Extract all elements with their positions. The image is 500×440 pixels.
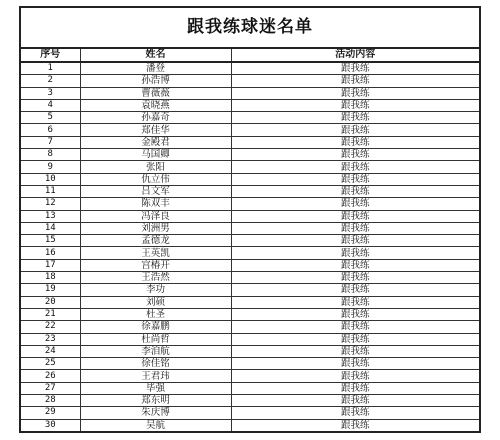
row-number: 21 [21, 308, 80, 320]
row-name: 徐嘉鹏 [80, 321, 231, 333]
table-row [21, 284, 479, 296]
table-row [21, 358, 479, 370]
table-row [21, 75, 479, 87]
row-activity: 跟我练 [231, 382, 479, 394]
table-row [21, 136, 479, 148]
row-number: 26 [21, 370, 80, 382]
row-activity: 跟我练 [231, 358, 479, 370]
row-number: 4 [21, 99, 80, 111]
row-name: 陈双丰 [80, 198, 231, 210]
table-row [21, 308, 479, 320]
row-activity: 跟我练 [231, 75, 479, 87]
row-activity: 跟我练 [231, 198, 479, 210]
table-row [21, 247, 479, 259]
row-name: 朱庆博 [80, 407, 231, 419]
row-number: 19 [21, 284, 80, 296]
table-row [21, 370, 479, 382]
row-activity: 跟我练 [231, 296, 479, 308]
header-row [21, 49, 479, 62]
row-name: 孟德龙 [80, 235, 231, 247]
row-activity: 跟我练 [231, 308, 479, 320]
row-activity: 跟我练 [231, 136, 479, 148]
row-number: 5 [21, 112, 80, 124]
row-number: 8 [21, 149, 80, 161]
table-row [21, 112, 479, 124]
row-name: 李功 [80, 284, 231, 296]
row-number: 16 [21, 247, 80, 259]
table-row [21, 198, 479, 210]
row-activity: 跟我练 [231, 235, 479, 247]
row-name: 徐佳铭 [80, 358, 231, 370]
row-activity: 跟我练 [231, 259, 479, 271]
row-number: 12 [21, 198, 80, 210]
row-name: 孙浩博 [80, 75, 231, 87]
row-activity: 跟我练 [231, 333, 479, 345]
row-name: 刘洲男 [80, 222, 231, 234]
row-name: 仇立伟 [80, 173, 231, 185]
row-activity: 跟我练 [231, 161, 479, 173]
header-number: 序号 [21, 49, 80, 62]
row-activity: 跟我练 [231, 407, 479, 419]
row-activity: 跟我练 [231, 124, 479, 136]
row-activity: 跟我练 [231, 99, 479, 111]
row-number: 6 [21, 124, 80, 136]
row-name: 曹薇薇 [80, 87, 231, 99]
row-activity: 跟我练 [231, 149, 479, 161]
table-row [21, 419, 479, 431]
row-name: 杜圣 [80, 308, 231, 320]
row-activity: 跟我练 [340, 419, 370, 431]
table-row [21, 272, 479, 284]
row-name: 王君玮 [80, 370, 231, 382]
row-name: 李洎航 [80, 345, 231, 357]
row-number: 29 [21, 407, 80, 419]
row-activity: 跟我练 [231, 321, 479, 333]
roster-title: 跟我练球迷名单 [21, 8, 479, 49]
row-number: 25 [21, 358, 80, 370]
row-activity: 跟我练 [231, 222, 479, 234]
table-row [21, 161, 479, 173]
row-activity: 跟我练 [231, 247, 479, 259]
row-number: 15 [21, 235, 80, 247]
row-name: 吕文军 [80, 185, 231, 197]
row-number: 22 [21, 321, 80, 333]
row-name: 金殿君 [80, 136, 231, 148]
row-number: 23 [21, 333, 80, 345]
row-number: 13 [21, 210, 80, 222]
table-row [21, 382, 479, 394]
table-row [21, 235, 479, 247]
row-name: 毕强 [80, 382, 231, 394]
row-number: 18 [21, 272, 80, 284]
row-name: 郑佳华 [80, 124, 231, 136]
row-activity: 跟我练 [231, 87, 479, 99]
row-number: 10 [21, 173, 80, 185]
row-name: 冯泽良 [80, 210, 231, 222]
table-row [21, 185, 479, 197]
row-activity: 跟我练 [231, 112, 479, 124]
row-number: 7 [21, 136, 80, 148]
table-row [21, 345, 479, 357]
row-number: 2 [21, 75, 80, 87]
table-row [21, 149, 479, 161]
row-name: 潘登 [80, 62, 231, 75]
table-row [21, 321, 479, 333]
table-row [21, 99, 479, 111]
row-activity: 跟我练 [231, 62, 479, 75]
table-row [21, 62, 479, 75]
header-activity: 活动内容 [231, 49, 479, 62]
row-number: 3 [21, 87, 80, 99]
row-name: 张阳 [80, 161, 231, 173]
header-name: 姓名 [80, 49, 231, 62]
row-number: 28 [21, 395, 80, 407]
row-number: 11 [21, 185, 80, 197]
row-number: 1 [21, 62, 80, 75]
table-row [21, 222, 479, 234]
roster-sheet [19, 6, 481, 433]
row-number: 20 [21, 296, 80, 308]
row-name: 刘硕 [80, 296, 231, 308]
row-activity: 跟我练 [231, 272, 479, 284]
table-row [21, 296, 479, 308]
row-activity: 跟我练 [231, 370, 479, 382]
row-name: 孙嘉奇 [80, 112, 231, 124]
row-number: 14 [21, 222, 80, 234]
row-activity: 跟我练 [231, 345, 479, 357]
row-activity: 跟我练 [231, 210, 479, 222]
table-row [21, 407, 479, 419]
table-row [21, 173, 479, 185]
roster-table [21, 49, 479, 431]
table-row [21, 124, 479, 136]
table-row [21, 333, 479, 345]
row-name: 王英凯 [80, 247, 231, 259]
row-number: 9 [21, 161, 80, 173]
row-activity: 跟我练 [231, 185, 479, 197]
table-row [21, 395, 479, 407]
row-name: 宫椿开 [80, 259, 231, 271]
table-row [21, 210, 479, 222]
row-activity: 跟我练 [231, 395, 479, 407]
row-name: 王浩然 [80, 272, 231, 284]
row-number: 27 [21, 382, 80, 394]
row-name: 吴航 [80, 419, 231, 431]
row-activity: 跟我练 [231, 284, 479, 296]
row-activity: 跟我练 [231, 173, 479, 185]
row-number: 24 [21, 345, 80, 357]
row-name: 马国卿 [80, 149, 231, 161]
row-number: 17 [21, 259, 80, 271]
row-name: 杜尚哲 [80, 333, 231, 345]
row-name: 郑东明 [80, 395, 231, 407]
table-row [21, 87, 479, 99]
row-name: 袁晓燕 [80, 99, 231, 111]
roster-body [21, 62, 479, 431]
table-row [21, 259, 479, 271]
row-number: 30 [21, 419, 80, 431]
